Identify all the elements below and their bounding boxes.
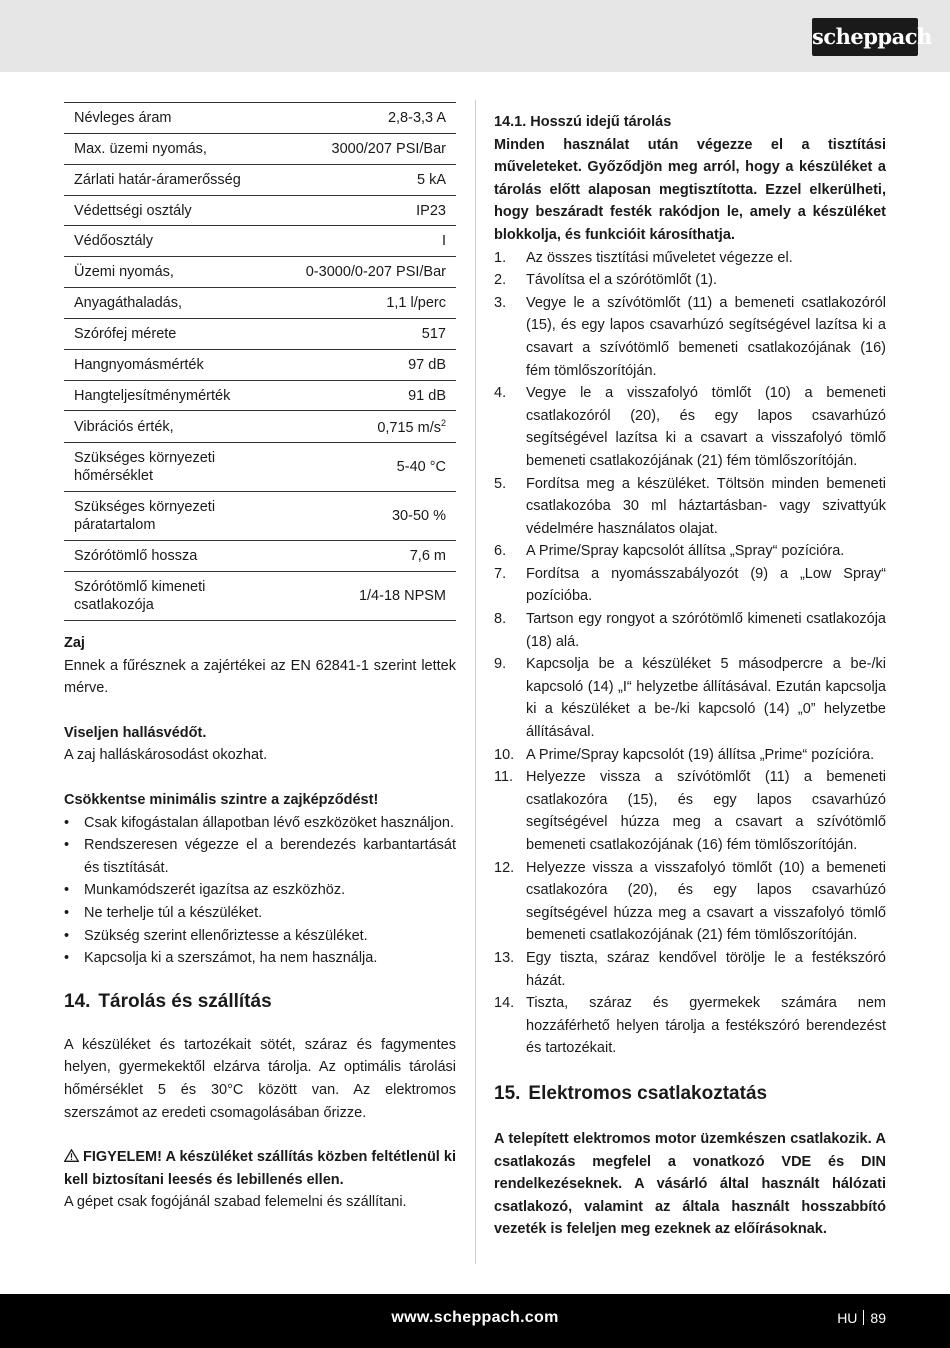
spec-value: 517 bbox=[421, 326, 446, 342]
step-number: 9. bbox=[494, 656, 507, 673]
spec-row bbox=[64, 226, 456, 257]
step-number: 4. bbox=[494, 385, 507, 402]
step-number: 14. bbox=[494, 995, 515, 1012]
step-text: Egy tiszta, száraz kendővel törölje le a festékszóró házát. bbox=[526, 949, 886, 989]
list-item bbox=[494, 292, 886, 382]
step-number: 8. bbox=[494, 611, 507, 628]
spec-value: 97 dB bbox=[408, 357, 446, 373]
spec-row bbox=[64, 443, 456, 492]
spec-value: I bbox=[441, 233, 446, 249]
spec-value-superscript: 2 bbox=[440, 417, 446, 428]
list-item: • Rendszeresen végezze el a berendezés karbantartását és tisztítását. bbox=[64, 834, 456, 879]
right-column-body bbox=[494, 111, 886, 1241]
list-item bbox=[494, 269, 886, 292]
spec-value: 3000/207 PSI/Bar bbox=[331, 141, 446, 157]
list-item bbox=[494, 563, 886, 608]
storage-steps-list bbox=[494, 247, 886, 1060]
page-number: 89 bbox=[870, 1310, 886, 1326]
list-item bbox=[494, 540, 886, 563]
spec-value: IP23 bbox=[416, 202, 446, 219]
spec-row bbox=[64, 411, 456, 443]
list-item: • Csak kifogástalan állapotban lévő eszközöket használjon. bbox=[64, 812, 456, 835]
step-text: Tiszta, száraz és gyermekek számára nem hozzáférhető helyen tárolja a festékszóró berendezést és tartozékait. bbox=[526, 995, 886, 1057]
list-item: • Szükség szerint ellenőriztesse a készüléket. bbox=[64, 925, 456, 948]
spec-value: 1,1 l/perc bbox=[386, 295, 446, 311]
lifting-text: A gépet csak fogójánál szabad felemelni és szállítani. bbox=[64, 1194, 407, 1211]
spec-table bbox=[64, 102, 456, 621]
transport-warning bbox=[64, 1146, 456, 1191]
section-15-heading bbox=[494, 1082, 886, 1106]
spec-value-text: 0,715 m/s bbox=[377, 419, 441, 436]
spec-row bbox=[64, 350, 456, 381]
spec-value: 2,8-3,3 A bbox=[387, 110, 446, 126]
noise-bullet-list bbox=[64, 812, 456, 970]
long-term-storage-heading: 14.1. Hosszú idejű tárolás bbox=[494, 114, 672, 130]
section-number: 15. bbox=[494, 1082, 521, 1104]
spec-row bbox=[64, 319, 456, 350]
list-item bbox=[494, 947, 886, 992]
list-item bbox=[494, 766, 886, 856]
column-divider bbox=[475, 100, 476, 1264]
noise-text: Ennek a fűrésznek a zajértékei az EN 62841-1 szerint lettek mérve. bbox=[64, 657, 456, 697]
step-text: Helyezze vissza a szívótömlőt (11) a bemeneti csatlakozóra (15), és egy lapos csavarhúzó segítségével húzza meg a csavart a szívótömlő bemeneti csatlakozójának (16) fém tömlőszorítóján. bbox=[526, 769, 886, 853]
step-number: 2. bbox=[494, 272, 507, 289]
spec-value: 7,6 m bbox=[409, 548, 446, 564]
spec-value bbox=[377, 418, 446, 436]
page-footer bbox=[0, 1294, 950, 1348]
hearing-protection-heading: Viseljen hallásvédőt. bbox=[64, 724, 207, 741]
spec-label: Max. üzemi nyomás, bbox=[74, 141, 207, 157]
step-number: 6. bbox=[494, 543, 507, 560]
spec-value: 30-50 % bbox=[391, 508, 446, 524]
spec-row bbox=[64, 572, 456, 621]
step-text: Fordítsa meg a készüléket. Töltsön minden bemeneti csatlakozóba 30 ml háztartásban- vagy szivattyúk védelmére használatos olajat. bbox=[526, 475, 886, 537]
step-text: Kapcsolja be a készüléket 5 másodpercre a be-/ki kapcsoló (14) „I“ helyzetbe állításával. Ezután kapcsolja ki a készüléket a be-/ki kapcsoló (14) „0” helyzetbe állításával. bbox=[526, 656, 886, 741]
step-number: 10. bbox=[494, 746, 515, 763]
spec-row bbox=[64, 257, 456, 288]
spec-label: Névleges áram bbox=[74, 110, 172, 126]
spec-label: Szórótömlő hossza bbox=[74, 548, 198, 564]
list-item: • Ne terhelje túl a készüléket. bbox=[64, 902, 456, 925]
page-header bbox=[0, 0, 950, 72]
spec-label: Szórófej mérete bbox=[74, 326, 177, 342]
spec-label: Hangteljesítménymérték bbox=[74, 387, 231, 404]
list-item bbox=[494, 382, 886, 472]
step-number: 1. bbox=[494, 249, 507, 266]
step-number: 13. bbox=[494, 949, 515, 966]
step-text: Távolítsa el a szórótömlőt (1). bbox=[526, 272, 717, 289]
spec-label: Anyagáthaladás, bbox=[74, 295, 183, 311]
spec-label: Védőosztály bbox=[74, 233, 153, 249]
spec-label: Szórótömlő kimeneti csatlakozója bbox=[74, 579, 206, 613]
step-text: Fordítsa a nyomásszabályozót (9) a „Low Spray“ pozícióba. bbox=[526, 565, 886, 605]
spec-value: 5-40 °C bbox=[396, 459, 446, 475]
list-item: • Kapcsolja ki a szerszámot, ha nem használja. bbox=[64, 947, 456, 970]
spec-label: Üzemi nyomás, bbox=[74, 264, 174, 280]
noise-reduction-heading: Csökkentse minimális szintre a zajképződést! bbox=[64, 791, 379, 808]
step-number: 3. bbox=[494, 294, 507, 311]
spec-row bbox=[64, 381, 456, 411]
section-title: Elektromos csatlakoztatás bbox=[528, 1082, 768, 1104]
list-item bbox=[494, 857, 886, 947]
long-term-storage-intro: Minden használat után végezze el a tisztítási műveleteket. Győződjön meg arról, hogy a készüléket a tárolás előtt alaposan megtisztította. Ezzel elkerülheti, hogy beszáradt festék rakódjon le, amely a készüléket blokkolja, és funkcióit károsíthatja. bbox=[494, 136, 886, 243]
section-title: Tárolás és szállítás bbox=[98, 990, 272, 1012]
list-item bbox=[494, 608, 886, 653]
warning-text: FIGYELEM! A készüléket szállítás közben feltétlenül ki kell biztosítani leesés és lebillenés ellen. bbox=[64, 1149, 456, 1188]
hearing-protection-text: A zaj halláskárosodást okozhat. bbox=[64, 747, 268, 764]
language-code: HU bbox=[837, 1310, 858, 1326]
spec-label: Szükséges környezeti hőmérséklet bbox=[74, 450, 216, 484]
electrical-connection-text: A telepített elektromos motor üzemkészen csatlakozik. A csatlakozás megfelel a vonatkozó VDE és DIN rendelkezéseknek. A vásárló által használt hálózati csatlakozó, valamint az általa használt hosszabbító vezeték is feleljen meg ezeknek az előírásoknak. bbox=[494, 1130, 886, 1238]
warning-icon bbox=[64, 1149, 79, 1162]
step-text: Helyezze vissza a visszafolyó tömlőt (10) a bemeneti csatlakozóra (20), és egy lapos csavarhúzó segítségével húzza meg a csavart a visszafolyó tömlő bemeneti csatlakozójának (21) fém tömlőszorítóján. bbox=[526, 859, 886, 944]
section-number: 14. bbox=[64, 990, 91, 1012]
step-number: 12. bbox=[494, 859, 515, 876]
step-text: A Prime/Spray kapcsolót állítsa „Spray“ pozícióra. bbox=[526, 543, 845, 560]
step-number: 5. bbox=[494, 475, 507, 492]
spec-row bbox=[64, 492, 456, 541]
spec-value: 91 dB bbox=[408, 387, 446, 404]
step-text: Tartson egy rongyot a szórótömlő kimeneti csatlakozója (18) alá. bbox=[526, 611, 886, 650]
list-item bbox=[494, 744, 886, 767]
noise-heading: Zaj bbox=[64, 635, 85, 651]
step-number: 7. bbox=[494, 565, 507, 582]
left-column-body bbox=[64, 632, 456, 1214]
storage-text: A készüléket és tartozékait sötét, száraz és fagymentes helyen, gyermekektől elzárva tárolja. Az optimális tárolási hőmérséklet 5 és 30°C között van. Az elektromos szerszámot az eredeti csomagolásában őrizze. bbox=[64, 1036, 456, 1121]
spec-value: 0-3000/0-207 PSI/Bar bbox=[305, 264, 446, 280]
page-indicator bbox=[837, 1310, 886, 1326]
list-item: • Munkamódszerét igazítsa az eszközhöz. bbox=[64, 879, 456, 902]
step-text: Vegye le a visszafolyó tömlőt (10) a bemeneti csatlakozóról (20), és egy lapos csavarhúzó segítségével lazítsa ki a csavart a visszafolyó tömlő bemeneti csatlakozójának (21) fém tömlőszorítóján. bbox=[526, 385, 886, 469]
spec-label: Vibrációs érték, bbox=[74, 418, 174, 435]
spec-label: Hangnyomásmérték bbox=[74, 357, 204, 373]
spec-value: 5 kA bbox=[416, 172, 446, 188]
spec-row bbox=[64, 165, 456, 196]
step-number: 11. bbox=[494, 769, 514, 786]
section-14-heading bbox=[64, 990, 456, 1014]
list-item bbox=[494, 992, 886, 1060]
spec-row bbox=[64, 134, 456, 165]
spec-row bbox=[64, 288, 456, 319]
list-item bbox=[494, 247, 886, 270]
spec-row bbox=[64, 103, 456, 134]
list-item bbox=[494, 653, 886, 743]
spec-row bbox=[64, 541, 456, 572]
spec-value: 1/4-18 NPSM bbox=[358, 588, 446, 604]
spec-label: Zárlati határ-áramerősség bbox=[74, 172, 241, 188]
spec-label: Védettségi osztály bbox=[74, 202, 192, 219]
step-text: A Prime/Spray kapcsolót (19) állítsa „Prime“ pozícióra. bbox=[526, 746, 875, 763]
website-link[interactable]: www.scheppach.com bbox=[391, 1309, 559, 1326]
spec-row bbox=[64, 196, 456, 226]
step-text: Vegye le a szívótömlőt (11) a bemeneti csatlakozóról (15), és egy lapos csavarhúzó segítségével lazítsa ki a csavart a szívótömlő bemeneti csatlakozójának (16) fém tömlőszorítóján. bbox=[526, 294, 886, 379]
spec-label: Szükséges környezeti páratartalom bbox=[74, 499, 216, 533]
list-item bbox=[494, 473, 886, 541]
step-text: Az összes tisztítási műveletet végezze el. bbox=[526, 249, 793, 266]
scheppach-logo: scheppach bbox=[812, 18, 918, 56]
